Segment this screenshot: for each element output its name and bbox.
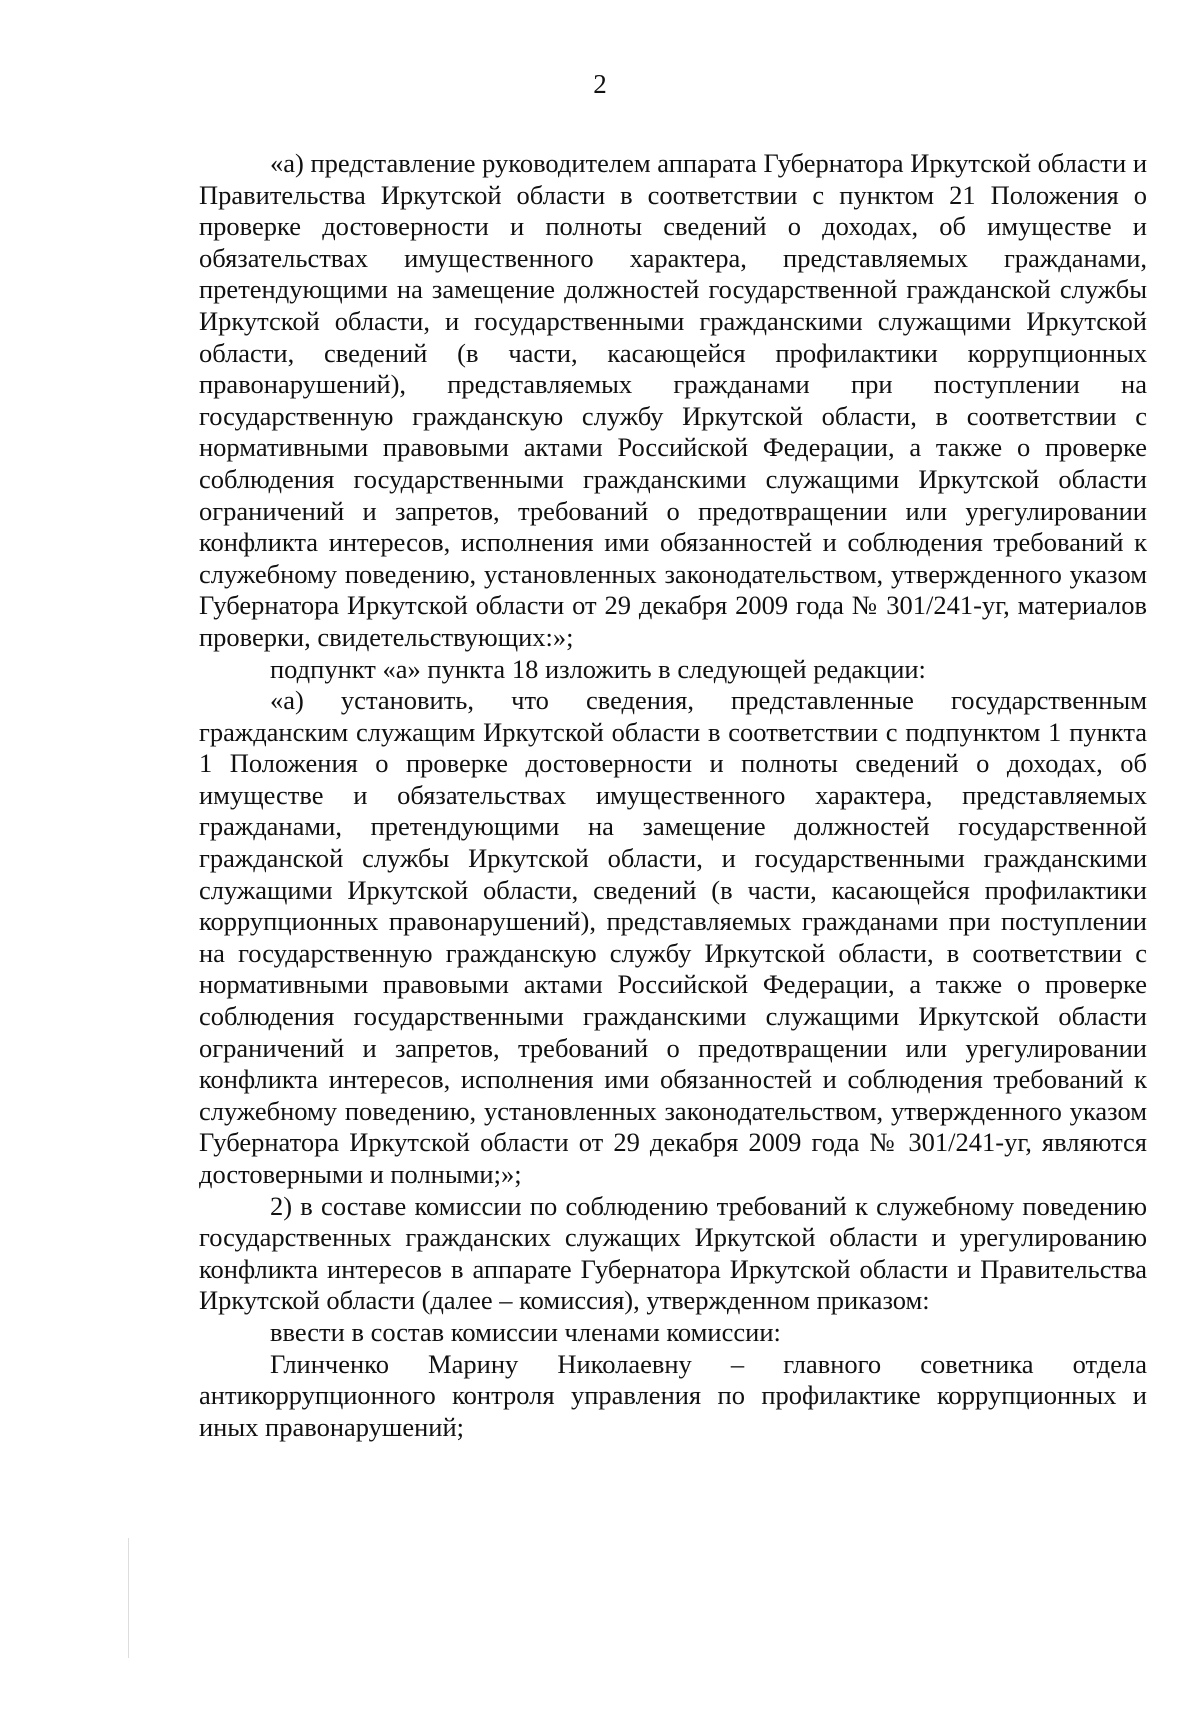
- paragraph-commission-composition: 2) в составе комиссии по соблюдению требований к служебному поведению государственных гражданских служащих Иркутской области и урегулированию конфликта интересов в аппарате Губернатора Иркутской области и Правительства Иркутской области (далее – комиссия), утвержденном приказом:: [199, 1190, 1147, 1316]
- paragraph-item-a-establish: «а) установить, что сведения, представленные государственным гражданским служащим Иркутской области в соответствии с подпунктом 1 пункта 1 Положения о проверке достоверности и полноты сведений о доходах, об имуществе и обязательствах имущественного характера, представляемых гражданами, претендующими на замещение должностей государственной гражданской службы Иркутской области, и государственными гражданскими служащими Иркутской области, сведений (в части, касающейся профилактики коррупционных правонарушений), представляемых гражданами при поступлении на государственную гражданскую службу Иркутской области, в соответствии с нормативными правовыми актами Российской Федерации, а также о проверке соблюдения государственными гражданскими служащими Иркутской области ограничений и запретов, требований о предотвращении или урегулировании конфликта интересов, исполнения ими обязанностей и соблюдения требований к служебному поведению, установленных законодательством, утвержденного указом Губернатора Иркутской области от 29 декабря 2009 года № 301/241-уг, являются достоверными и полными;»;: [199, 685, 1147, 1189]
- scan-margin-mark: [128, 1538, 129, 1658]
- paragraph-item-a-representation: «а) представление руководителем аппарата Губернатора Иркутской области и Правительства Иркутской области в соответствии с пунктом 21 Положения о проверке достоверности и полноты сведений о доходах, об имуществе и обязательствах имущественного характера, представляемых гражданами, претендующими на замещение должностей государственной гражданской службы Иркутской области, и государственными гражданскими служащими Иркутской области, сведений (в части, касающейся профилактики коррупционных правонарушений), представляемых гражданами при поступлении на государственную гражданскую службу Иркутской области, в соответствии с нормативными правовыми актами Российской Федерации, а также о проверке соблюдения государственными гражданскими служащими Иркутской области ограничений и запретов, требований о предотвращении или урегулировании конфликта интересов, исполнения ими обязанностей и соблюдения требований к служебному поведению, установленных законодательством, утвержденного указом Губернатора Иркутской области от 29 декабря 2009 года № 301/241-уг, материалов проверки, свидетельствующих:»;: [199, 148, 1147, 652]
- paragraph-subitem-18a-intro: подпункт «а» пункта 18 изложить в следующей редакции:: [270, 653, 926, 684]
- paragraph-member-glinchenko: Глинченко Марину Николаевну – главного советника отдела антикоррупционного контроля управления по профилактике коррупционных и иных правонарушений;: [199, 1348, 1147, 1442]
- document-body: [199, 148, 1147, 1443]
- page-number: 2: [593, 69, 607, 99]
- paragraph-introduce-members: ввести в состав комиссии членами комиссии:: [270, 1316, 781, 1347]
